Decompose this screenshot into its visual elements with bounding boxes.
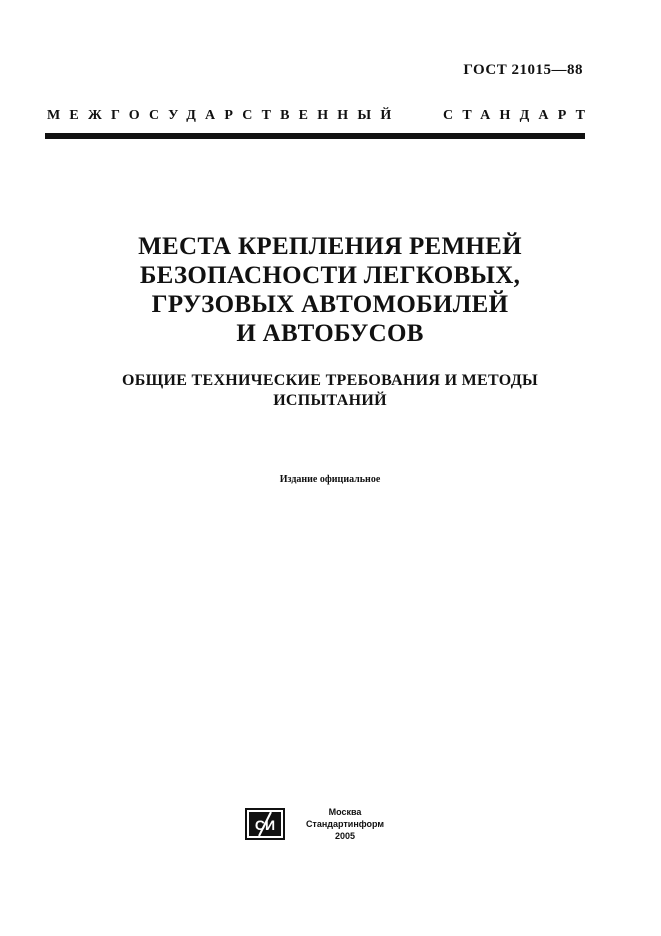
- publisher-city: Москва: [328, 807, 362, 817]
- document-subtitle: [70, 371, 590, 411]
- document-title: [80, 232, 580, 348]
- publisher-info: [297, 806, 393, 842]
- title-line-4: И АВТОБУСОВ: [236, 320, 424, 347]
- title-line-2: БЕЗОПАСНОСТИ ЛЕГКОВЫХ,: [139, 262, 521, 289]
- edition-note: Издание официальное: [279, 474, 381, 485]
- title-line-3: ГРУЗОВЫХ АВТОМОБИЛЕЙ: [151, 291, 509, 318]
- subtitle-line-1: ОБЩИЕ ТЕХНИЧЕСКИЕ ТРЕБОВАНИЯ И МЕТОДЫ: [121, 372, 539, 389]
- title-line-1: МЕСТА КРЕПЛЕНИЯ РЕМНЕЙ: [138, 233, 522, 260]
- standartinform-logo-icon: [245, 808, 285, 840]
- publisher-name: Стандартинформ: [305, 819, 385, 829]
- standard-type-word-1: МЕЖГОСУДАРСТВЕННЫЙ: [47, 108, 401, 123]
- standard-type-word-2: СТАНДАРТ: [443, 108, 595, 123]
- svg-text:СИ: СИ: [254, 817, 276, 833]
- subtitle-line-2: ИСПЫТАНИЙ: [273, 392, 387, 409]
- publisher-block: [245, 806, 393, 842]
- publisher-year: 2005: [334, 831, 356, 841]
- standard-type-heading: [47, 108, 595, 124]
- header-divider: [45, 133, 585, 139]
- document-number: ГОСТ 21015—88: [463, 62, 583, 78]
